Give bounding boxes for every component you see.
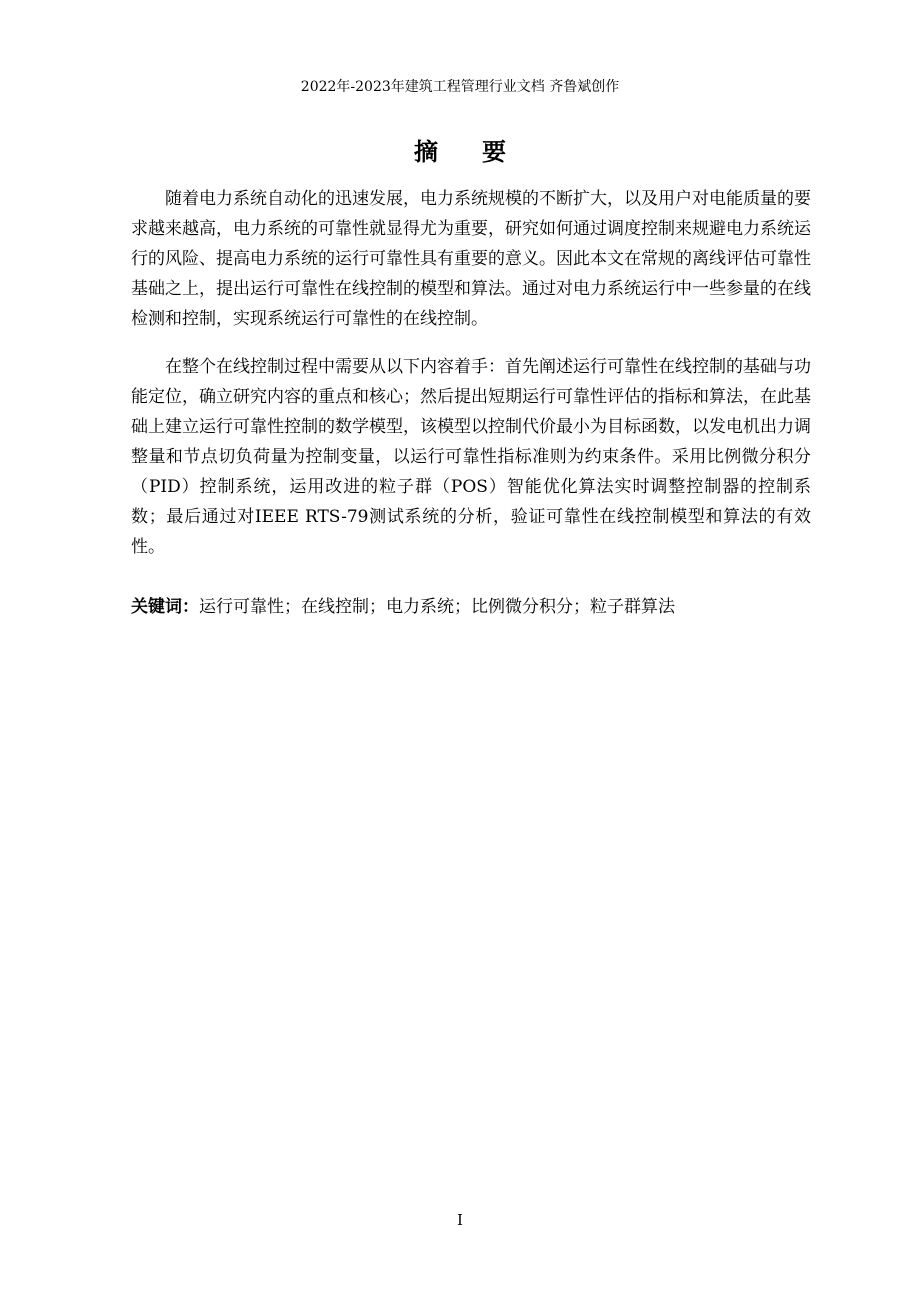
page-header: 2022年-2023年建筑工程管理行业文档 齐鲁斌创作 — [300, 79, 620, 95]
abstract-paragraph: 随着电力系统自动化的迅速发展，电力系统规模的不断扩大，以及用户对电能质量的要求越来越高，电力系统的可靠性就显得尤为重要，研究如何通过调度控制来规避电力系统运行的风险、提高电力系统的运行可靠性具有重要的意义。因此本文在常规的离线评估可靠性基础之上，提出运行可靠性在线控制的模型和算法。通过对电力系统运行中一些参量的在线检测和控制，实现系统运行可靠性的在线控制。 — [131, 189, 811, 329]
keywords-line — [131, 592, 811, 622]
keywords-text: 运行可靠性；在线控制；电力系统；比例微分积分；粒子群算法 — [199, 597, 675, 617]
page-number: I — [457, 1211, 463, 1229]
abstract-title: 摘要 — [414, 137, 550, 166]
abstract-paragraph-1-block — [131, 184, 811, 334]
abstract-paragraph: 在整个在线控制过程中需要从以下内容着手：首先阐述运行可靠性在线控制的基础与功能定位，确立研究内容的重点和核心；然后提出短期运行可靠性评估的指标和算法，在此基础上建立运行可靠性控制的数学模型，该模型以控制代价最小为目标函数，以发电机出力调整量和节点切负荷量为控制变量，以运行可靠性指标准则为约束条件。采用比例微分积分（PID）控制系统，运用改进的粒子群（POS）智能优化算法实时调整控制器的控制系数；最后通过对IEEE RTS-79测试系统的分析，验证可靠性在线控制模型和算法的有效性。 — [131, 357, 811, 557]
abstract-paragraph-2-block — [131, 352, 811, 562]
keywords-label: 关键词： — [131, 597, 199, 617]
